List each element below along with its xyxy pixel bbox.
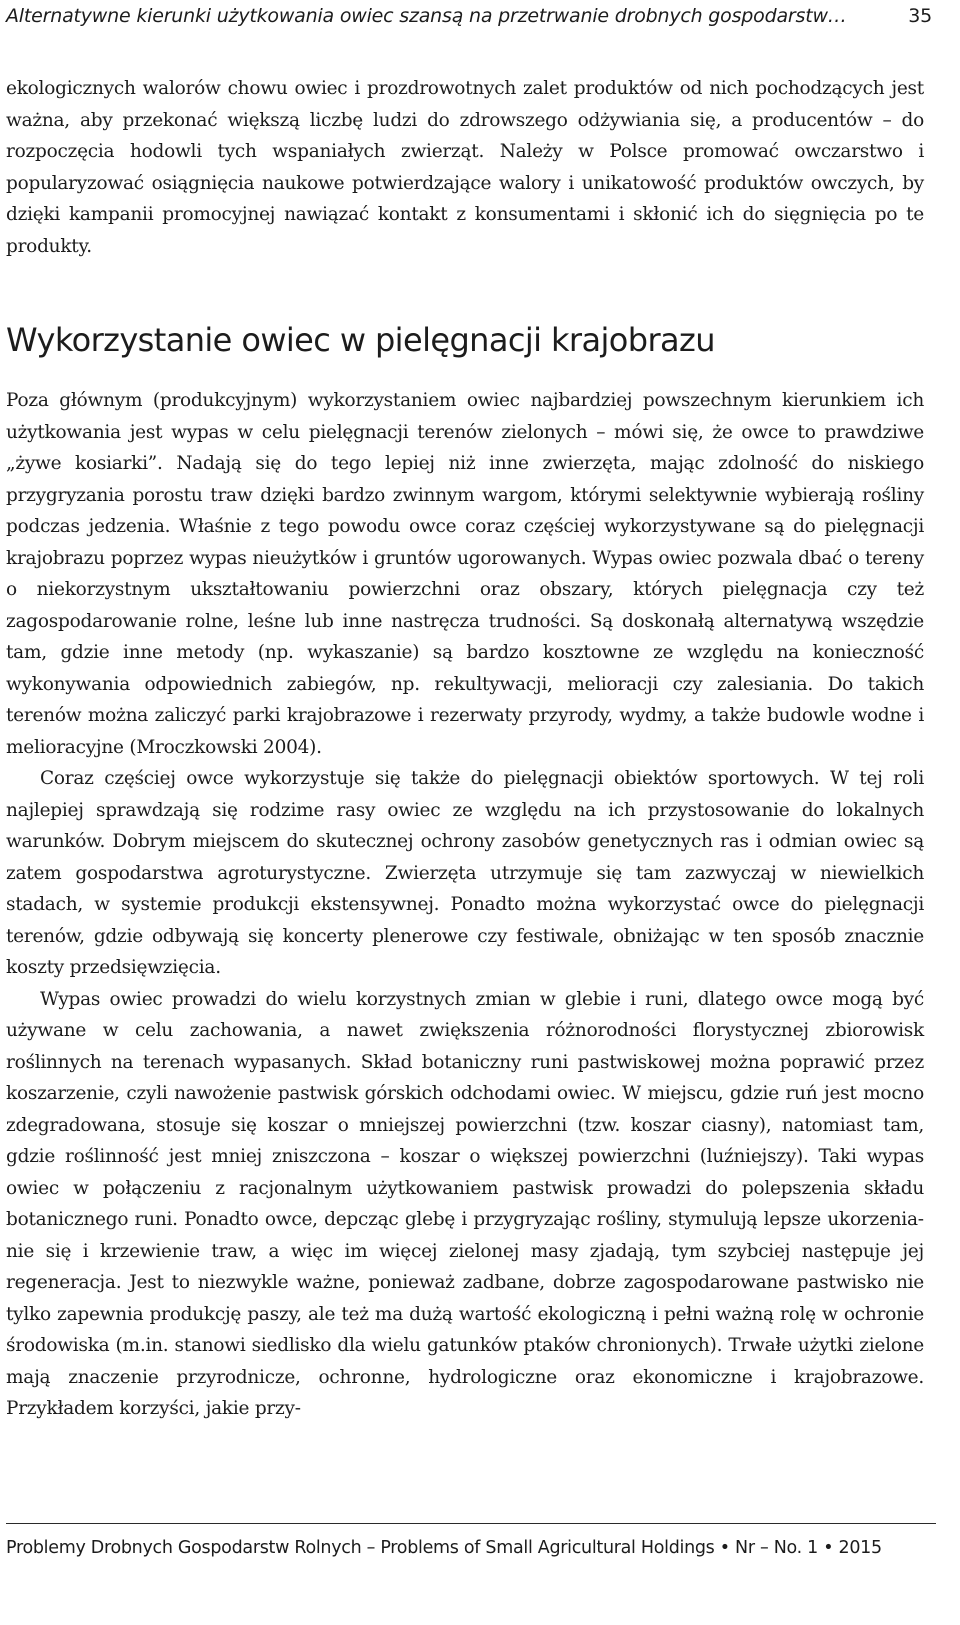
running-title: Alternatywne kierunki użytkowania owiec szansą na przetrwanie drobnych gospodarstw… — [6, 5, 847, 27]
section-paragraph-3: Wypas owiec prowadzi do wielu korzystnych zmian w glebie i runi, dlatego owce mogą być używane w celu zachowania, a nawet zwiększenia różnorodności florystycznej zbiorowisk roślinnych na terenach wypasanych. Skład botaniczny runi pastwiskowej można poprawić przez koszarzenie, czyli nawożenie pastwisk górskich odchodami owiec. W miejscu, gdzie ruń jest mocno zdegradowana, stosuje się koszar o mniejszej powierzchni (tzw. koszar ciasny), natomiast tam, gdzie roślinność jest mniej zniszczona – koszar o większej powierzchni (luźniejszy). Taki wypas owiec w połączeniu z racjonalnym użytkowaniem pastwisk prowadzi do polepszenia składu botanicznego runi. Ponadto owce, depcząc glebę i przygryzając rośliny, stymulują lepsze ukorzenianie się i krzewienie traw, a więc im więcej zielonej masy zjadają, tym szybciej następuje jej regeneracja. Jest to niezwykle ważne, ponieważ zadbane, dobrze zagospodarowane pastwisko nie tylko zapewnia produkcję paszy, ale też ma dużą wartość ekologiczną i pełni ważną rolę w ochronie środowiska (m.in. stanowi siedlisko dla wielu gatunków ptaków chronionych). Trwałe użytki zielone mają znaczenie przyrodnicze, ochronne, hydrologiczne oraz ekonomiczne i krajobrazowe. Przykładem korzyści, jakie przy- — [6, 988, 924, 1419]
intro-paragraph: ekologicznych walorów chowu owiec i prozdrowotnych zalet produktów od nich pochodzących jest ważna, aby przekonać większą liczbę ludzi do zdrowszego odżywiania się, a producentów – do rozpoczęcia hodowli tych wspaniałych zwierząt. Należy w Polsce promować owczarstwo i popularyzować osiągnięcia naukowe potwierdzające walory i unikatowość produktów owczych, by dzięki kampanii promocyjnej nawiązać kontakt z konsumentami i skłonić ich do sięgnięcia po te produkty. — [6, 78, 924, 257]
section-text-block — [6, 385, 924, 1425]
section-paragraph-2: Coraz częściej owce wykorzystuje się także do pielęgnacji obiektów sportowych. W tej roli najlepiej sprawdzają się rodzime rasy owiec ze względu na ich przystosowanie do lokalnych warunków. Dobrym miejscem do skutecznej ochrony zasobów genetycznych ras i odmian owiec są zatem gospodarstwa agroturystyczne. Zwierzęta utrzymuje się tam zazwyczaj w niewielkich stadach, w systemie produkcji ekstensywnej. Ponadto można wykorzystać owce do pielęgnacji terenów, gdzie odbywają się koncerty plenerowe czy festiwale, obniżając w ten sposób znacznie koszty przedsięwzięcia. — [6, 768, 924, 978]
section-heading: Wykorzystanie owiec w pielęgnacji krajobrazu — [6, 321, 715, 359]
footer-divider — [6, 1523, 936, 1524]
intro-text-block — [6, 73, 924, 262]
running-header — [6, 2, 932, 30]
section-paragraph-1: Poza głównym (produkcyjnym) wykorzystaniem owiec najbardziej powszechnym kierunkiem ich użytkowania jest wypas w celu pielęgnacji terenów zielonych – mówi się, że owce to prawdziwe „żywe kosiarki”. Nadają się do tego lepiej niż inne zwierzęta, mając zdolność do niskiego przygryzania porostu traw dzięki bardzo zwinnym wargom, którymi selektywnie wybierają rośliny podczas jedzenia. Właśnie z tego powodu owce coraz częściej wykorzystywane są do pielęgnacji krajobrazu poprzez wypas nieużytków i gruntów ugorowanych. Wypas owiec pozwala dbać o tereny o niekorzystnym ukształtowaniu powierzchni oraz obszary, których pielęgnacja czy też zagospodarowanie rolne, leśne lub inne nastręcza trudności. Są doskonałą alternatywą wszędzie tam, gdzie inne metody (np. wykaszanie) są bardzo kosztowne ze względu na konieczność wykonywania odpowiednich zabiegów, np. rekultywacji, melioracji czy zalesiania. Do takich terenów można zaliczyć parki krajobrazowe i rezerwaty przyrody, wydmy, a także budowle wodne i melioracyjne (Mroczkowski 2004). — [6, 390, 924, 758]
running-footer: Problemy Drobnych Gospodarstw Rolnych – Problems of Small Agricultural Holdings • Nr – No. 1 • 2015 — [6, 1538, 882, 1558]
page-number: 35 — [908, 5, 932, 27]
